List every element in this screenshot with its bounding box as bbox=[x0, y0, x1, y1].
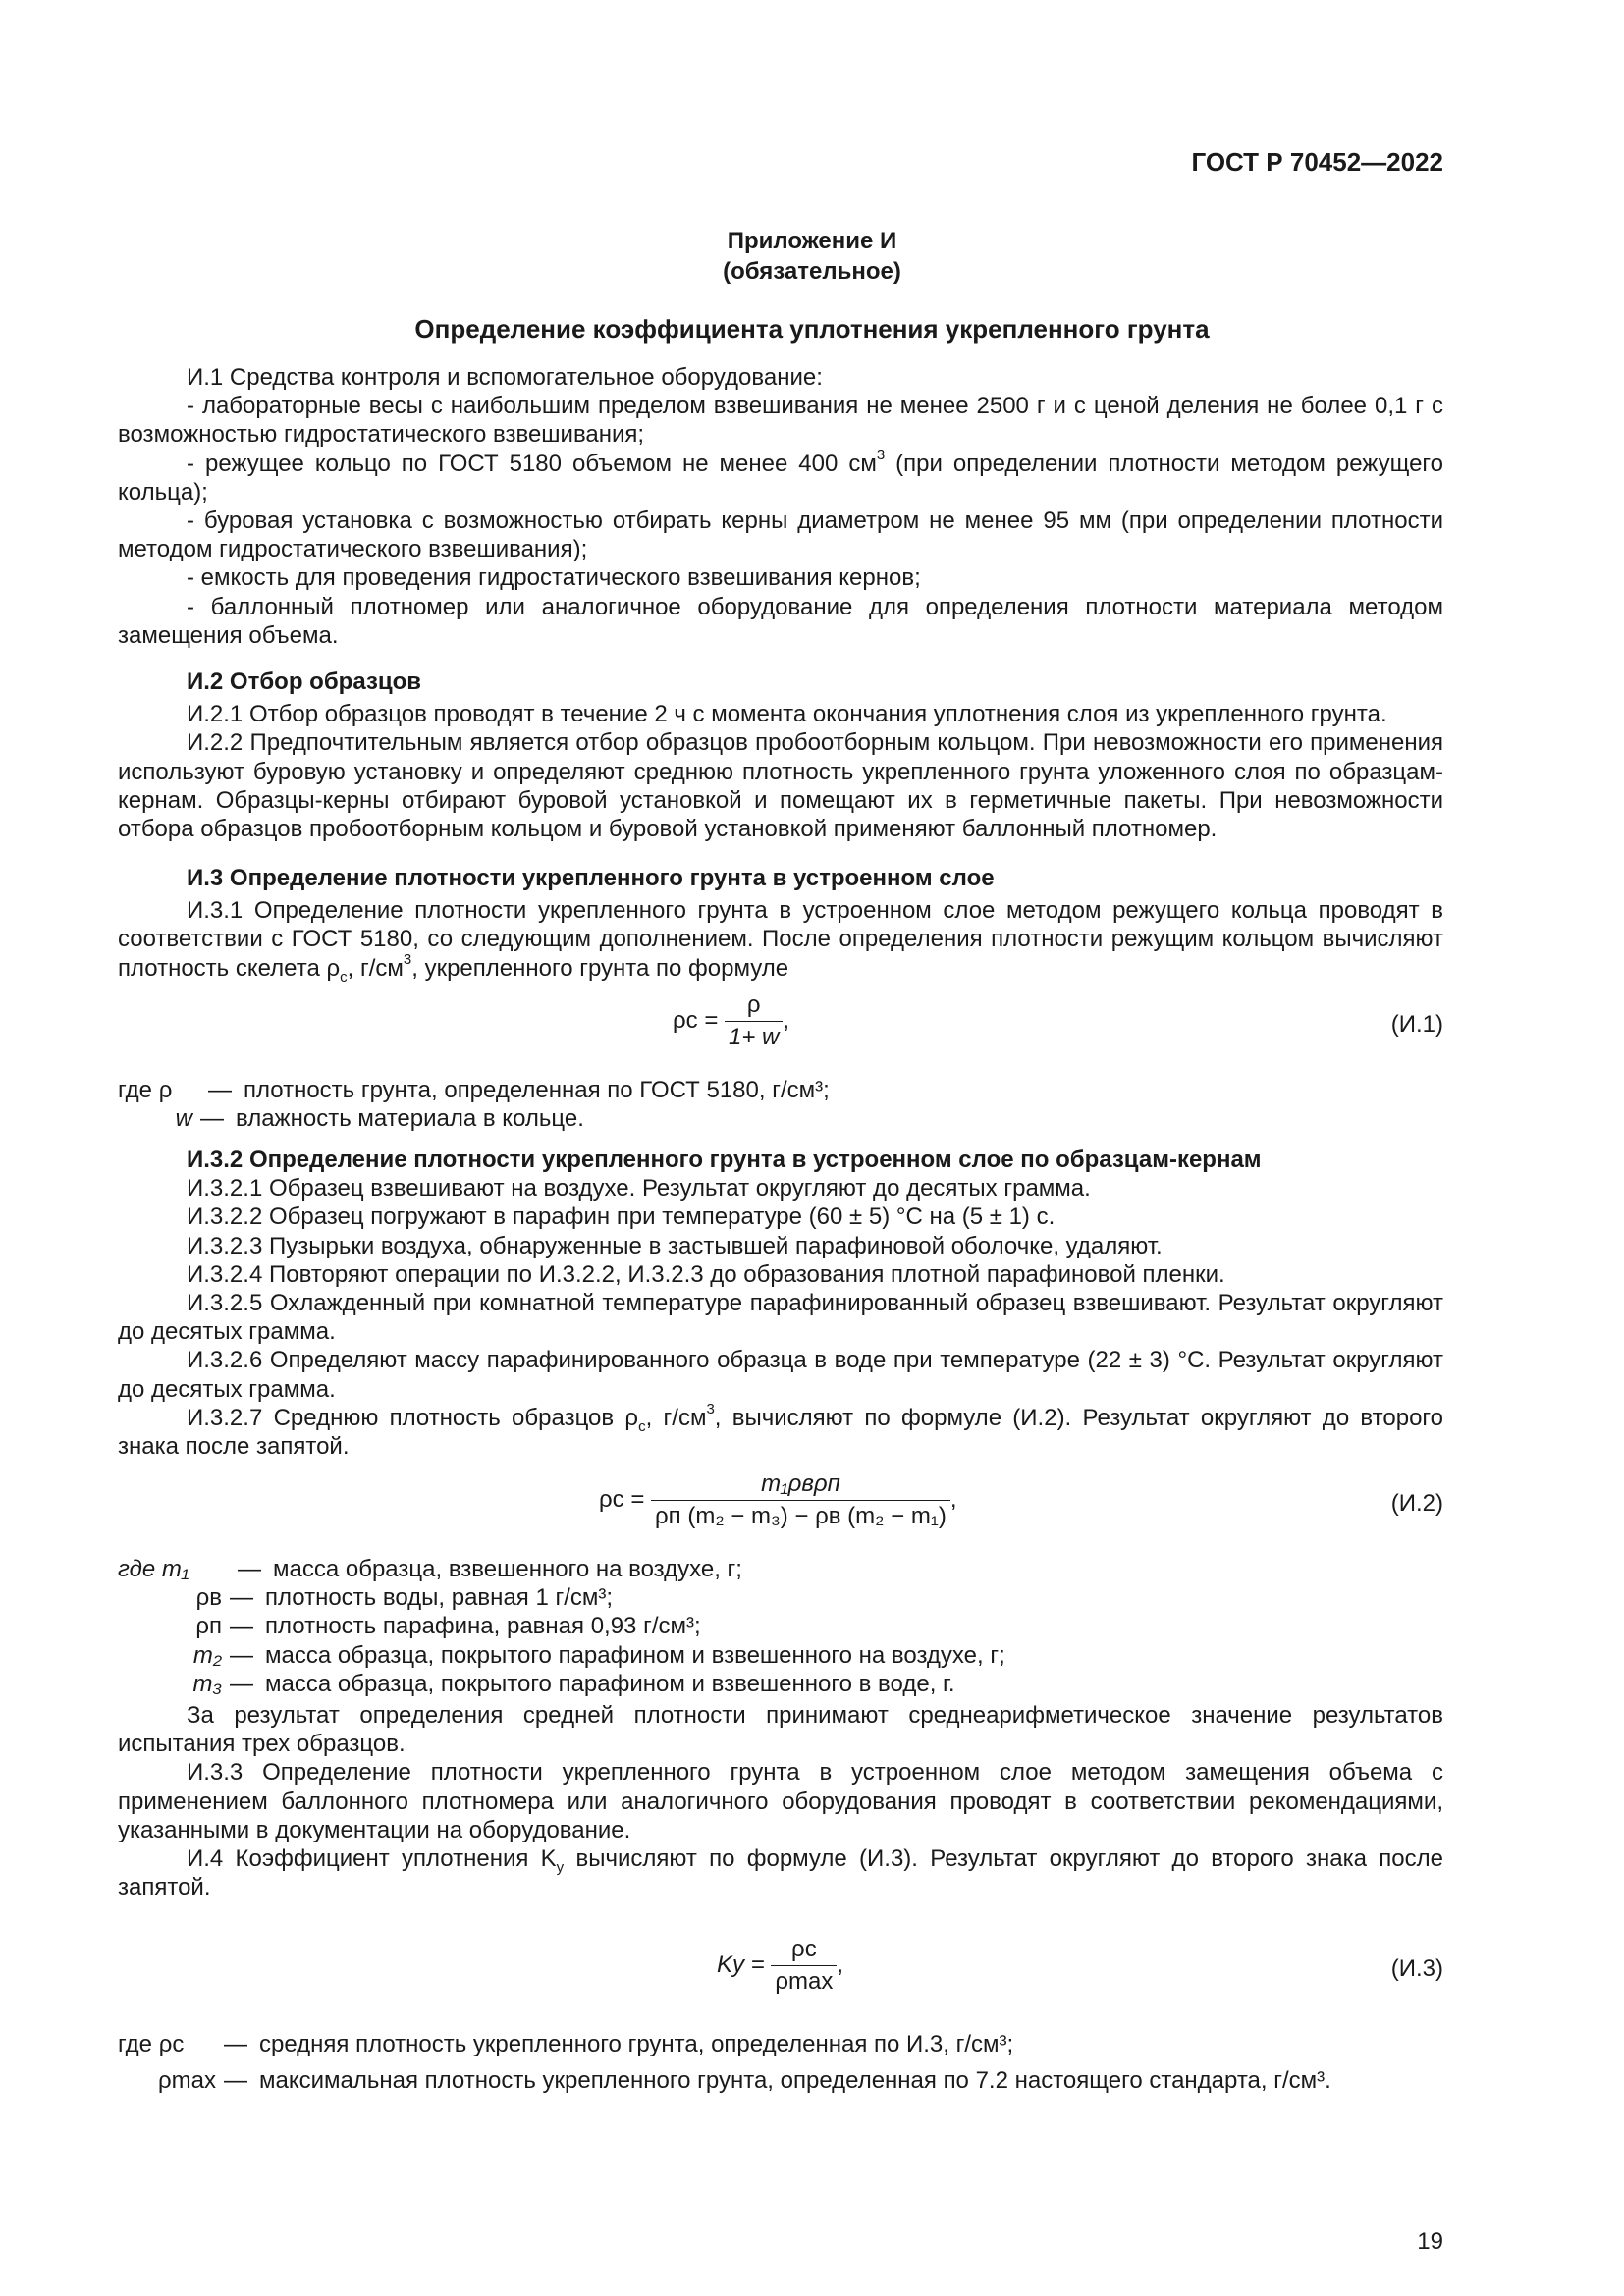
subscript: с bbox=[340, 968, 348, 986]
text-run: - режущее кольцо по ГОСТ 5180 объемом не менее 400 см bbox=[187, 450, 877, 477]
paragraph bbox=[118, 1400, 1443, 1461]
definition-row bbox=[118, 1104, 1443, 1133]
definition-symbol: где ρс bbox=[118, 2031, 185, 2057]
paragraph bbox=[118, 896, 1443, 986]
paragraph: И.2.2 Предпочтительным является отбор образцов пробоотборным кольцом. При невозможности его применения используют буровую установку и определяют среднюю плотность укрепленного грунта уложенного слоя по образцам-кернам. Образцы-керны отбирают буровой установкой и помещают их в герметичные пакеты. При невозможности отбора образцов пробоотборным кольцом и буровой установкой применяют баллонный плотномер. bbox=[118, 729, 1443, 843]
paragraph: И.3.3 Определение плотности укрепленного грунта в устроенном слое методом замещения объема с применением баллонного плотномера или аналогичного оборудования проводят в соответствии рекомендациями, указанными в документации на оборудование. bbox=[118, 1759, 1443, 1843]
text-run: (при определении плотности методом режущего кольца); bbox=[118, 450, 1443, 506]
formula-number: (И.3) bbox=[1390, 1955, 1443, 1982]
paragraph: И.3.2.3 Пузырьки воздуха, обнаруженные в застывшей парафиновой оболочке, удаляют. bbox=[187, 1232, 1163, 1259]
definition-symbol: m₂ bbox=[192, 1641, 222, 1669]
definitions-i1 bbox=[118, 1076, 1443, 1133]
formula-body bbox=[673, 991, 789, 1051]
denominator: 1+ w bbox=[729, 1024, 780, 1050]
formula-tail: , bbox=[783, 1006, 790, 1034]
section-heading: И.2 Отбор образцов bbox=[187, 668, 422, 695]
fraction bbox=[725, 991, 783, 1051]
formula-body bbox=[717, 1936, 843, 1996]
definition-symbol: m₃ bbox=[192, 1670, 222, 1697]
definition-symbol: ρmax bbox=[158, 2067, 216, 2095]
formula-lhs: ρс = bbox=[599, 1485, 645, 1513]
section-i32 bbox=[118, 1146, 1443, 1461]
definition-text: масса образца, покрытого парафином и взвешенного на воздухе, г; bbox=[265, 1641, 1005, 1669]
dash: — bbox=[224, 2031, 247, 2057]
list-item: - емкость для проведения гидростатического взвешивания кернов; bbox=[187, 564, 921, 592]
paragraph: И.3.2.5 Охлажденный при комнатной температуре парафинированный образец взвешивают. Результат округляют до десятых грамма. bbox=[118, 1290, 1443, 1346]
definition-symbol: ρв bbox=[195, 1584, 222, 1612]
definition-text: средняя плотность укрепленного грунта, определенная по И.3, г/см³; bbox=[259, 2031, 1014, 2057]
formula-tail: , bbox=[949, 1485, 957, 1513]
definition-text: влажность материала в кольце. bbox=[236, 1105, 584, 1133]
dash: — bbox=[230, 1613, 253, 1640]
formula-tail: , bbox=[837, 1950, 844, 1978]
dash: — bbox=[230, 1670, 253, 1697]
fraction bbox=[651, 1470, 950, 1530]
list-item: - баллонный плотномер или аналогичное оборудование для определения плотности материала методом замещения объема. bbox=[118, 593, 1443, 649]
definition-row bbox=[118, 1076, 1443, 1104]
formula-number: (И.2) bbox=[1390, 1490, 1443, 1517]
section-title: Определение коэффициента уплотнения укрепленного грунта bbox=[414, 314, 1210, 344]
definition-text: масса образца, покрытого парафином и взвешенного в воде, г. bbox=[265, 1670, 955, 1697]
section-i3 bbox=[118, 864, 1443, 986]
superscript: 3 bbox=[403, 950, 412, 968]
fraction bbox=[771, 1936, 837, 1996]
paragraph: И.3.2.1 Образец взвешивают на воздухе. Результат округляют до десятых грамма. bbox=[187, 1175, 1091, 1202]
formula-i3 bbox=[118, 1936, 1443, 2014]
text-run: , г/см bbox=[347, 954, 404, 982]
list-item bbox=[118, 446, 1443, 507]
dash: — bbox=[230, 1584, 253, 1612]
definition-text: плотность воды, равная 1 г/см³; bbox=[265, 1584, 614, 1612]
denominator: ρmax bbox=[775, 1968, 834, 1995]
list-item: - буровая установка с возможностью отбирать керны диаметром не менее 95 мм (при определении плотности методом гидростатического взвешивания); bbox=[118, 507, 1443, 563]
definition-row bbox=[118, 1555, 1443, 1583]
paragraph: И.3.2.2 Образец погружают в парафин при температуре (60 ± 5) °С на (5 ± 1) с. bbox=[187, 1203, 1056, 1231]
definition-row bbox=[118, 1641, 1443, 1670]
text-run: И.4 Коэффициент уплотнения K bbox=[187, 1845, 557, 1873]
paragraph bbox=[118, 1844, 1443, 1901]
dash: — bbox=[208, 1077, 232, 1103]
definition-row bbox=[118, 2030, 1443, 2058]
definition-text: плотность парафина, равная 0,93 г/см³; bbox=[265, 1613, 701, 1640]
text-run: , вычисляют по формуле (И.2). Результат округляют до второго знака после запятой. bbox=[118, 1404, 1443, 1461]
definition-symbol: ρп bbox=[195, 1613, 222, 1640]
formula-i1 bbox=[118, 991, 1443, 1070]
paragraph: И.3.2.4 Повторяют операции по И.3.2.2, И.3.2.3 до образования плотной парафиновой пленки. bbox=[187, 1260, 1225, 1288]
text-run: вычисляют по формуле (И.3). Результат округляют до второго знака после запятой. bbox=[118, 1845, 1443, 1901]
dash: — bbox=[200, 1105, 224, 1133]
dash: — bbox=[238, 1556, 261, 1582]
text-run: , укрепленного грунта по формуле bbox=[411, 954, 789, 982]
definitions-i3 bbox=[118, 2030, 1443, 2095]
list-item: - лабораторные весы с наибольшим пределом взвешивания не менее 2500 г и с ценой деления не более 0,1 г с возможностью гидростатического взвешивания; bbox=[118, 393, 1443, 449]
subscript: у bbox=[556, 1858, 565, 1876]
paragraph: И.1 Средства контроля и вспомогательное оборудование: bbox=[187, 364, 823, 391]
formula-lhs: Kу = bbox=[717, 1950, 765, 1978]
text-run: И.3.1 Определение плотности укрепленного грунта в устроенном слое методом режущего кольца проводят в соответствии с ГОСТ 5180, со следующим дополнением. После определения плотности режущим кольцом вычисляют плотность скелета ρ bbox=[118, 897, 1443, 982]
dash: — bbox=[224, 2067, 247, 2095]
definition-row bbox=[118, 2066, 1443, 2095]
paragraph: И.2.1 Отбор образцов проводят в течение 2 ч с момента окончания уплотнения слоя из укрепленного грунта. bbox=[187, 701, 1387, 728]
dash: — bbox=[230, 1641, 253, 1669]
numerator: m₁ρвρп bbox=[651, 1470, 950, 1501]
superscript: 3 bbox=[706, 1400, 715, 1417]
superscript: 3 bbox=[876, 446, 886, 463]
formula-i2 bbox=[118, 1470, 1443, 1549]
paragraph: За результат определения средней плотности принимают среднеарифметическое значение результатов испытания трех образцов. bbox=[118, 1702, 1443, 1758]
section-i2 bbox=[118, 667, 1443, 843]
numerator: ρс bbox=[771, 1936, 837, 1966]
definition-row bbox=[118, 1612, 1443, 1640]
formula-number: (И.1) bbox=[1390, 1011, 1443, 1038]
subscript: с bbox=[638, 1417, 646, 1435]
definition-symbol: где m₁ bbox=[118, 1556, 189, 1582]
definition-symbol: w bbox=[175, 1105, 192, 1133]
formula-lhs: ρс = bbox=[673, 1006, 719, 1034]
formula-body bbox=[599, 1470, 957, 1530]
section-i33-i4 bbox=[118, 1701, 1443, 1901]
definitions-i2 bbox=[118, 1555, 1443, 1698]
section-heading: И.3 Определение плотности укрепленного грунта в устроенном слое bbox=[187, 865, 995, 891]
definition-row bbox=[118, 1583, 1443, 1612]
definition-row bbox=[118, 1670, 1443, 1698]
subsection-heading: И.3.2 Определение плотности укрепленного грунта в устроенном слое по образцам-кернам bbox=[187, 1147, 1262, 1173]
definition-symbol: где ρ bbox=[118, 1077, 173, 1103]
denominator: ρп (m₂ − m₃) − ρв (m₂ − m₁) bbox=[655, 1503, 947, 1529]
text-run: И.3.2.7 Среднюю плотность образцов ρ bbox=[187, 1404, 639, 1431]
definition-text: масса образца, взвешенного на воздухе, г; bbox=[273, 1556, 742, 1582]
definition-text: плотность грунта, определенная по ГОСТ 5180, г/см³; bbox=[244, 1077, 830, 1103]
section-i1 bbox=[118, 363, 1443, 650]
paragraph: И.3.2.6 Определяют массу парафинированного образца в воде при температуре (22 ± 3) °С. Результат округляют до десятых грамма. bbox=[118, 1347, 1443, 1403]
document-id: ГОСТ Р 70452—2022 bbox=[1191, 147, 1443, 177]
text-run: , г/см bbox=[645, 1404, 707, 1431]
numerator: ρ bbox=[725, 991, 783, 1022]
definition-text: максимальная плотность укрепленного грунта, определенная по 7.2 настоящего стандарта, г/см³. bbox=[259, 2067, 1331, 2095]
appendix-label: Приложение И bbox=[727, 228, 897, 254]
appendix-status: (обязательное) bbox=[723, 258, 901, 285]
page-number: 19 bbox=[1417, 2228, 1443, 2255]
